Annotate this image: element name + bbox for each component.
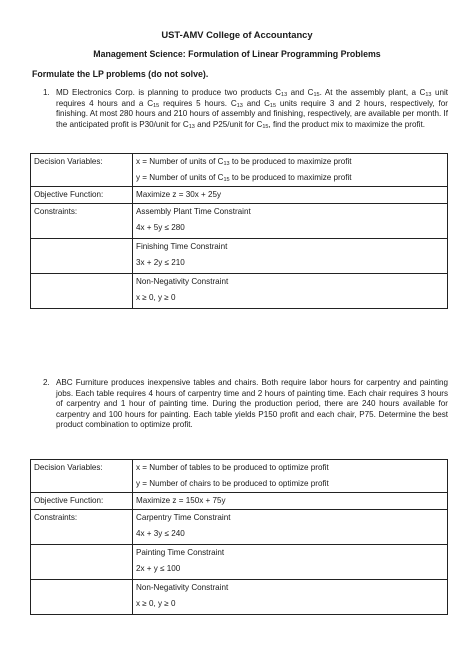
constraint-cell	[133, 204, 448, 239]
constraint-row	[31, 545, 448, 580]
college-title: UST-AMV College of Accountancy	[161, 29, 313, 40]
constraint-title: Finishing Time Constraint	[136, 242, 228, 251]
constraint-row	[31, 239, 448, 274]
objective-function-value: Maximize z = 30x + 25y	[133, 187, 448, 204]
variable-y-definition: y = Number of units of $C_{15}$ to be produced to maximize profit	[136, 173, 352, 183]
objective-function-row	[31, 493, 448, 510]
constraint-cell	[133, 510, 448, 545]
variable-x-definition: x = Number of tables to be produced to optimize profit	[136, 463, 329, 472]
decision-variables-label: Decision Variables:	[31, 460, 133, 493]
constraint-expression: 4x + 3y ≤ 240	[136, 529, 185, 538]
constraints-label: Constraints:	[31, 510, 133, 545]
problem-1-number: 1.	[43, 88, 50, 97]
constraint-title: Non-Negativity Constraint	[136, 277, 229, 286]
problem-1-table	[30, 153, 448, 309]
problem-2-number: 2.	[43, 378, 50, 387]
constraint-title: Painting Time Constraint	[136, 548, 225, 557]
objective-function-label: Objective Function:	[31, 493, 133, 510]
constraint-expression: 4x + 5y ≤ 280	[136, 223, 185, 232]
constraint-row	[31, 580, 448, 615]
problem-2-table	[30, 459, 448, 615]
document-subtitle: Management Science: Formulation of Linear Programming Problems	[93, 49, 381, 59]
objective-function-row	[31, 187, 448, 204]
objective-function-value: Maximize z = 150x + 75y	[133, 493, 448, 510]
variable-x-definition: x = Number of units of $C_{13}$ to be produced to maximize profit	[136, 157, 352, 167]
decision-variables-cell	[133, 460, 448, 493]
constraint-title: Carpentry Time Constraint	[136, 513, 231, 522]
instruction-text: Formulate the LP problems (do not solve).	[32, 69, 209, 79]
constraint-title: Assembly Plant Time Constraint	[136, 207, 251, 216]
constraint-cell	[133, 580, 448, 615]
decision-variables-row	[31, 460, 448, 493]
constraint-title: Non-Negativity Constraint	[136, 583, 229, 592]
constraint-expression: x ≥ 0, y ≥ 0	[136, 293, 176, 302]
constraint-expression: x ≥ 0, y ≥ 0	[136, 599, 176, 608]
constraint-row	[31, 274, 448, 309]
problem-2-text: ABC Furniture produces inexpensive tables and chairs. Both require labor hours for carpentry and painting jobs. Each table requires 4 hours of carpentry time and 2 hours of painting time. Each chair requires 3 hours of carpentry and 1 hour of painting time. During the production period, there are 240 hours available for carpentry and 100 hours for painting. Each table yields P150 profit and each chair, P75. Determine the best product combination to optimize profit.	[56, 378, 448, 429]
constraint-cell	[133, 545, 448, 580]
problem-1-text: MD Electronics Corp. is planning to produce two products $C_{13}$ and $C_{15}$. At the assembly plant, a $C_{13}$ unit requires 4 hours and a $C_{15}$ requires 5 hours. $C_{13}$ and $C_{15}$ units require 3 and 2 hours, respectively, for finishing. At most 280 hours and 210 hours of assembly and finishing, respectively, are available per month. If the anticipated profit is P30/unit for $C_{13}$ and P25/unit for $C_{15}$, find the product mix to maximize the profit.	[56, 88, 448, 130]
decision-variables-row	[31, 154, 448, 187]
constraint-row	[31, 204, 448, 239]
variable-y-definition: y = Number of chairs to be produced to optimize profit	[136, 479, 329, 488]
constraints-label: Constraints:	[31, 204, 133, 239]
constraint-row	[31, 510, 448, 545]
decision-variables-cell	[133, 154, 448, 187]
constraint-expression: 2x + y ≤ 100	[136, 564, 181, 573]
objective-function-label: Objective Function:	[31, 187, 133, 204]
constraint-expression: 3x + 2y ≤ 210	[136, 258, 185, 267]
constraint-cell	[133, 239, 448, 274]
decision-variables-label: Decision Variables:	[31, 154, 133, 187]
constraint-cell	[133, 274, 448, 309]
